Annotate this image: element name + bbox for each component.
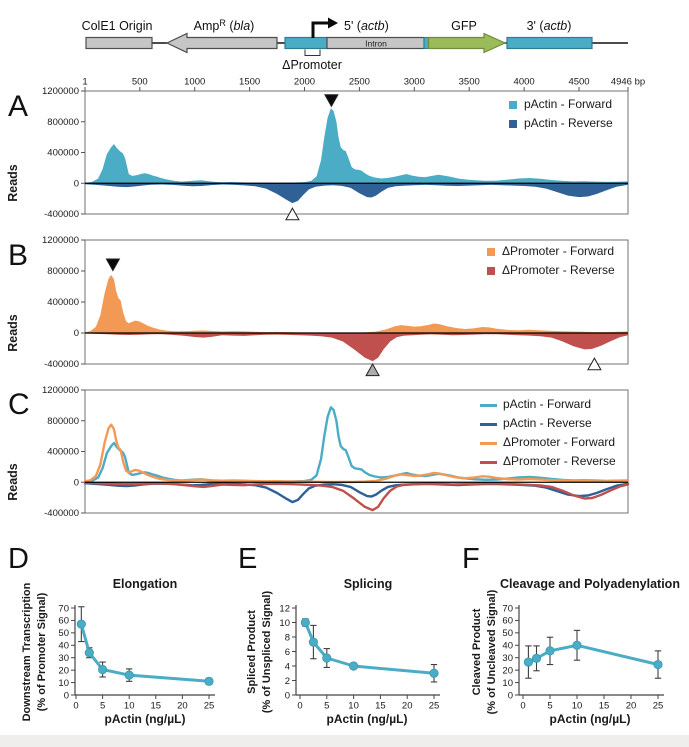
panel-c-letter: C xyxy=(8,388,30,421)
panel-d-title: Elongation xyxy=(112,577,178,591)
panel-c-legend xyxy=(480,397,616,473)
data-point xyxy=(430,669,438,677)
data-point xyxy=(654,660,662,668)
area-series-0 xyxy=(85,275,628,333)
y-axis-tick-label: 1200000 xyxy=(42,235,79,247)
panel-a-letter: A xyxy=(8,90,29,123)
panel-e-xlabel: pActin (ng/µL) xyxy=(326,712,408,726)
legend-swatch xyxy=(480,442,497,445)
x-axis-tick-label: 20 xyxy=(625,700,637,712)
legend-label: ΔPromoter - Reverse xyxy=(502,263,615,277)
line-series-3 xyxy=(85,483,628,510)
data-point xyxy=(349,662,357,670)
y-axis-tick-label: 400000 xyxy=(47,147,79,159)
x-axis-tick-label: 3000 xyxy=(403,76,425,88)
y-axis-tick-label: 10 xyxy=(279,617,290,629)
y-axis-tick-label: 800000 xyxy=(47,116,79,128)
data-point xyxy=(98,665,106,673)
area-series-1 xyxy=(85,183,628,203)
three-prime-box xyxy=(507,38,592,49)
x-axis-tick-label: 4946 bp xyxy=(610,76,646,88)
y-axis-tick-label: 12 xyxy=(279,603,290,615)
data-point xyxy=(301,618,309,626)
y-axis-tick-label: 2 xyxy=(284,675,290,687)
panel-d-xlabel: pActin (ng/µL) xyxy=(104,712,186,726)
legend-item xyxy=(509,116,613,130)
panel-f-ylabel-line2: (% of Uncleaved Signal) xyxy=(486,589,498,715)
x-axis-tick-label: 25 xyxy=(428,700,440,712)
x-axis-tick-label: 4500 xyxy=(568,76,590,88)
legend-label: pActin - Reverse xyxy=(503,416,592,430)
x-axis-tick-label: 15 xyxy=(375,700,386,712)
legend-label: pActin - Forward xyxy=(524,97,613,111)
x-axis-tick-label: 10 xyxy=(123,700,135,712)
y-axis-tick-label: 40 xyxy=(502,640,513,652)
legend-item xyxy=(480,454,616,468)
x-axis-tick-label: 5 xyxy=(99,700,106,712)
x-axis-tick-label: 5 xyxy=(324,700,330,712)
x-axis-tick-label: 0 xyxy=(520,700,526,712)
legend-item xyxy=(480,416,616,430)
y-axis-tick-label: 800000 xyxy=(47,266,79,278)
panel-def-charts xyxy=(0,596,689,714)
y-axis-tick-label: 0 xyxy=(507,690,513,702)
y-axis-tick-label: 50 xyxy=(58,628,69,640)
legend-swatch xyxy=(480,404,497,407)
y-axis-tick-label: 800000 xyxy=(47,415,79,427)
legend-swatch xyxy=(509,120,517,128)
legend-label: ΔPromoter - Forward xyxy=(503,435,616,449)
x-axis-tick-label: 2000 xyxy=(293,76,316,88)
panel-b-ylabel: Reads xyxy=(6,314,20,352)
triangle-up-marker xyxy=(366,364,379,376)
data-point xyxy=(546,647,554,655)
data-point xyxy=(532,654,540,662)
y-axis-tick-label: 60 xyxy=(58,615,69,627)
y-axis-tick-label: 20 xyxy=(58,665,69,677)
y-axis-tick-label: 30 xyxy=(502,653,513,665)
y-axis-tick-label: 10 xyxy=(502,677,513,689)
legend-swatch xyxy=(509,101,517,109)
y-axis-tick-label: 50 xyxy=(502,628,513,640)
x-axis-tick-label: 10 xyxy=(348,700,359,712)
data-point xyxy=(573,641,581,649)
y-axis-tick-label: 0 xyxy=(63,690,69,702)
panel-d-ylabel-line1: Downstream Transcription xyxy=(21,582,33,722)
x-axis-tick-label: 2500 xyxy=(348,76,370,88)
transcription-start-arrow xyxy=(313,23,330,38)
panel-b-letter: B xyxy=(8,239,29,272)
legend-swatch xyxy=(480,423,497,426)
y-axis-tick-label: 20 xyxy=(502,665,513,677)
x-axis-tick-label: 5 xyxy=(547,700,553,712)
panel-a-ylabel: Reads xyxy=(6,164,20,202)
x-axis-tick-label: 3500 xyxy=(458,76,480,88)
y-axis-tick-label: 1200000 xyxy=(42,86,79,98)
legend-item xyxy=(509,97,613,111)
data-point xyxy=(205,677,213,685)
panel-e-title: Splicing xyxy=(343,577,393,591)
x-axis-tick-label: 0 xyxy=(297,700,303,712)
y-axis-tick-label: 8 xyxy=(284,632,290,644)
legend-swatch xyxy=(487,248,495,256)
legend-swatch xyxy=(480,461,497,464)
area-series-1 xyxy=(85,333,628,361)
page-bottom-margin xyxy=(0,735,689,747)
legend-label: pActin - Forward xyxy=(503,397,592,411)
delta-promoter-label: ΔPromoter xyxy=(282,58,342,72)
data-point xyxy=(77,620,85,628)
x-axis-tick-label: 20 xyxy=(177,700,188,712)
panel-f-xlabel: pActin (ng/µL) xyxy=(549,712,631,726)
legend-item xyxy=(487,263,615,277)
panel-e-ylabel-line2: (% of Unspliced Signal) xyxy=(261,590,273,714)
x-axis-tick-label: 25 xyxy=(203,700,215,712)
triangle-down-marker xyxy=(106,259,119,271)
x-axis-tick-label: 15 xyxy=(150,700,162,712)
legend-label: ΔPromoter - Forward xyxy=(502,244,615,258)
data-point xyxy=(85,649,93,657)
x-axis-tick-label: 1000 xyxy=(184,76,206,88)
delta-promoter-bracket xyxy=(305,50,320,56)
x-axis-tick-label: 20 xyxy=(401,700,413,712)
y-axis-tick-label: 400000 xyxy=(47,297,79,309)
panel-e-ylabel-line1: Spliced Product xyxy=(246,610,258,694)
three-prime-label: 3' (actb) xyxy=(526,19,572,33)
x-axis-tick-label: 10 xyxy=(571,700,583,712)
y-axis-tick-label: 40 xyxy=(58,640,69,652)
y-axis-tick-label: 0 xyxy=(73,477,79,489)
legend-label: ΔPromoter - Reverse xyxy=(503,454,616,468)
five-prime-label: 5' (actb) xyxy=(344,19,389,33)
x-axis-tick-label: 4000 xyxy=(513,76,535,88)
legend-label: pActin - Reverse xyxy=(524,116,613,130)
panel-d-ylabel-line2: (% of Promoter Signal) xyxy=(36,592,48,712)
x-axis-tick-label: 15 xyxy=(598,700,610,712)
y-axis-tick-label: 6 xyxy=(284,646,290,658)
data-point xyxy=(125,671,133,679)
amp-resistance-arrow xyxy=(167,34,277,53)
panel-f-title: Cleavage and Polyadenylation xyxy=(500,577,680,591)
y-axis-tick-label: 0 xyxy=(284,690,290,702)
panel-e-letter: E xyxy=(238,543,258,575)
triangle-down-marker xyxy=(325,95,338,107)
gfp-arrow xyxy=(429,34,506,53)
y-axis-tick-label: 400000 xyxy=(47,446,79,458)
exon-sliver-box xyxy=(424,38,429,49)
amp-resistance-label: Amp$^R$ (bla) xyxy=(193,18,255,33)
legend-item xyxy=(480,397,616,411)
data-line xyxy=(305,623,434,674)
y-axis-tick-label: 0 xyxy=(73,178,79,190)
panel-d-letter: D xyxy=(8,543,29,575)
legend-item xyxy=(487,244,615,258)
transcription-start-arrowhead xyxy=(328,18,338,29)
plasmid-map xyxy=(0,0,689,78)
y-axis-tick-label: 60 xyxy=(502,615,513,627)
y-axis-tick-label: 10 xyxy=(58,677,69,689)
legend-item xyxy=(480,435,616,449)
legend-swatch xyxy=(487,267,495,275)
panel-f-ylabel-line1: Cleaved Product xyxy=(471,608,483,696)
gfp-label: GFP xyxy=(451,19,477,33)
panel-a-legend xyxy=(509,97,613,135)
y-axis-tick-label: 1200000 xyxy=(42,385,79,397)
x-axis-tick-label: 1 xyxy=(82,76,88,88)
panel-f-letter: F xyxy=(462,543,480,575)
x-axis-tick-label: 1500 xyxy=(239,76,261,88)
data-point xyxy=(323,654,331,662)
intron-label: Intron xyxy=(365,38,387,49)
x-axis-tick-label: 25 xyxy=(652,700,664,712)
data-point xyxy=(309,638,317,646)
cole1-origin-label: ColE1 Origin xyxy=(81,19,153,33)
y-axis-tick-label: -400000 xyxy=(44,359,79,371)
y-axis-tick-label: -400000 xyxy=(44,508,79,518)
panel-c-ylabel: Reads xyxy=(6,463,20,501)
x-axis-tick-label: 500 xyxy=(131,76,148,88)
y-axis-tick-label: 70 xyxy=(502,603,513,615)
y-axis-tick-label: 0 xyxy=(73,328,79,340)
data-point xyxy=(524,658,532,666)
y-axis-tick-label: 30 xyxy=(58,653,69,665)
x-axis-tick-label: 0 xyxy=(73,700,79,712)
cole1-origin-box xyxy=(86,38,152,49)
y-axis-tick-label: -400000 xyxy=(44,209,79,221)
y-axis-tick-label: 4 xyxy=(284,661,290,673)
promoter-region-box xyxy=(285,38,327,49)
y-axis-tick-label: 70 xyxy=(58,603,69,615)
panel-b-legend xyxy=(487,244,615,282)
